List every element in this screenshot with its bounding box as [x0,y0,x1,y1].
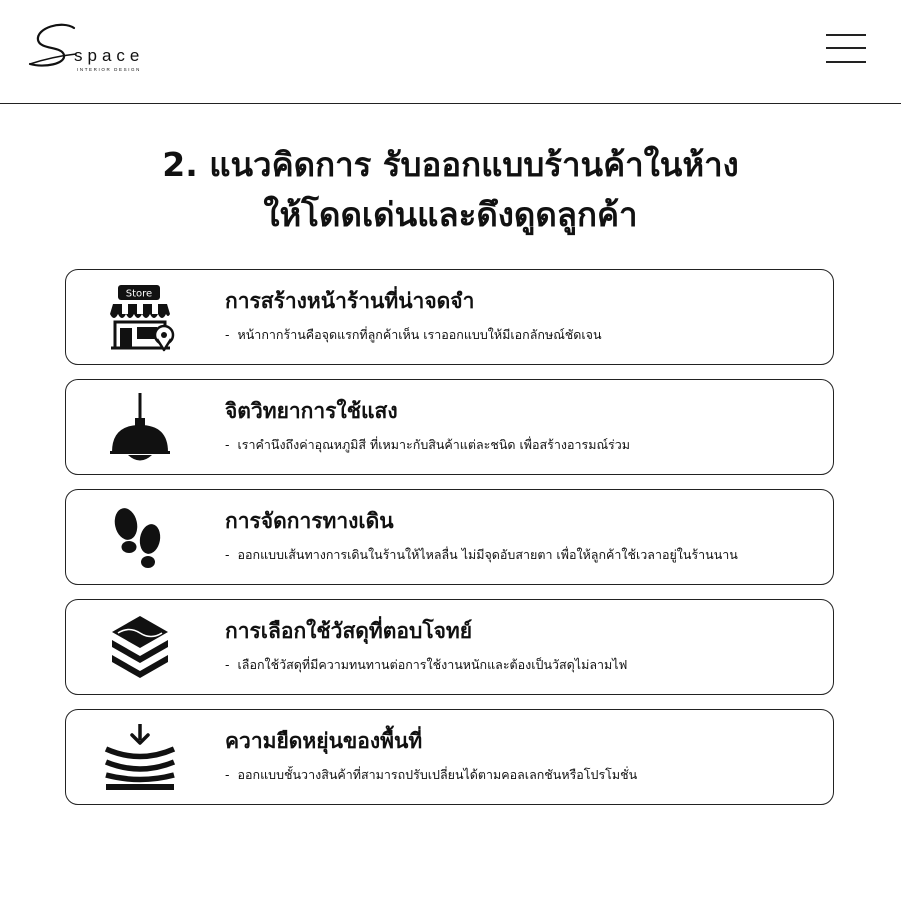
feature-card-lighting [65,379,834,475]
feature-card-flexibility [65,709,834,805]
page-title [0,140,901,240]
storefront-icon [104,282,176,352]
page-title-line-1: 2. แนวคิดการ รับออกแบบร้านค้าในห้าง [162,145,739,184]
menu-bar-bottom [826,61,866,63]
feature-description: - เลือกใช้วัสดุที่มีความทนทานต่อการใช้งานหนักและต้องเป็นวัสดุไม่ลามไฟ [225,657,628,672]
feature-title: ความยืดหยุ่นของพื้นที่ [225,729,423,753]
feature-description: - หน้ากากร้านคือจุดแรกที่ลูกค้าเห็น เราออกแบบให้มีเอกลักษณ์ชัดเจน [225,327,602,342]
menu-bar-middle [826,47,866,49]
site-header [0,0,901,104]
feature-card-walkway [65,489,834,585]
footprints-icon [104,502,176,572]
brand-logo[interactable] [28,22,168,80]
store-sign-text: Store [125,288,153,300]
logo-wordmark: space [74,46,145,65]
feature-description: - เราคำนึงถึงค่าอุณหภูมิสี ที่เหมาะกับสินค้าแต่ละชนิด เพื่อสร้างอารมณ์ร่วม [225,437,631,452]
feature-title: การเลือกใช้วัสดุที่ตอบโจทย์ [225,619,473,643]
feature-title: การจัดการทางเดิน [225,509,394,533]
feature-description: - ออกแบบชั้นวางสินค้าที่สามารถปรับเปลี่ยนได้ตามคอลเลกชันหรือโปรโมชั่น [225,767,638,782]
feature-description: - ออกแบบเส้นทางการเดินในร้านให้ไหลลื่น ไม่มีจุดอับสายตา เพื่อให้ลูกค้าใช้เวลาอยู่ในร้านนาน [225,547,738,562]
flexible-space-icon [104,722,176,792]
page-title-line-2: ให้โดดเด่นและดึงดูดลูกค้า [263,195,638,234]
feature-card-materials [65,599,834,695]
feature-card-storefront [65,269,834,365]
pendant-lamp-icon [104,392,176,462]
feature-title: การสร้างหน้าร้านที่น่าจดจำ [225,289,475,313]
feature-title: จิตวิทยาการใช้แสง [225,399,398,423]
logo-tagline: INTERIOR DESIGN [77,67,142,72]
material-layers-icon [104,612,176,682]
menu-bar-top [826,34,866,36]
hamburger-menu-icon[interactable] [826,32,866,66]
